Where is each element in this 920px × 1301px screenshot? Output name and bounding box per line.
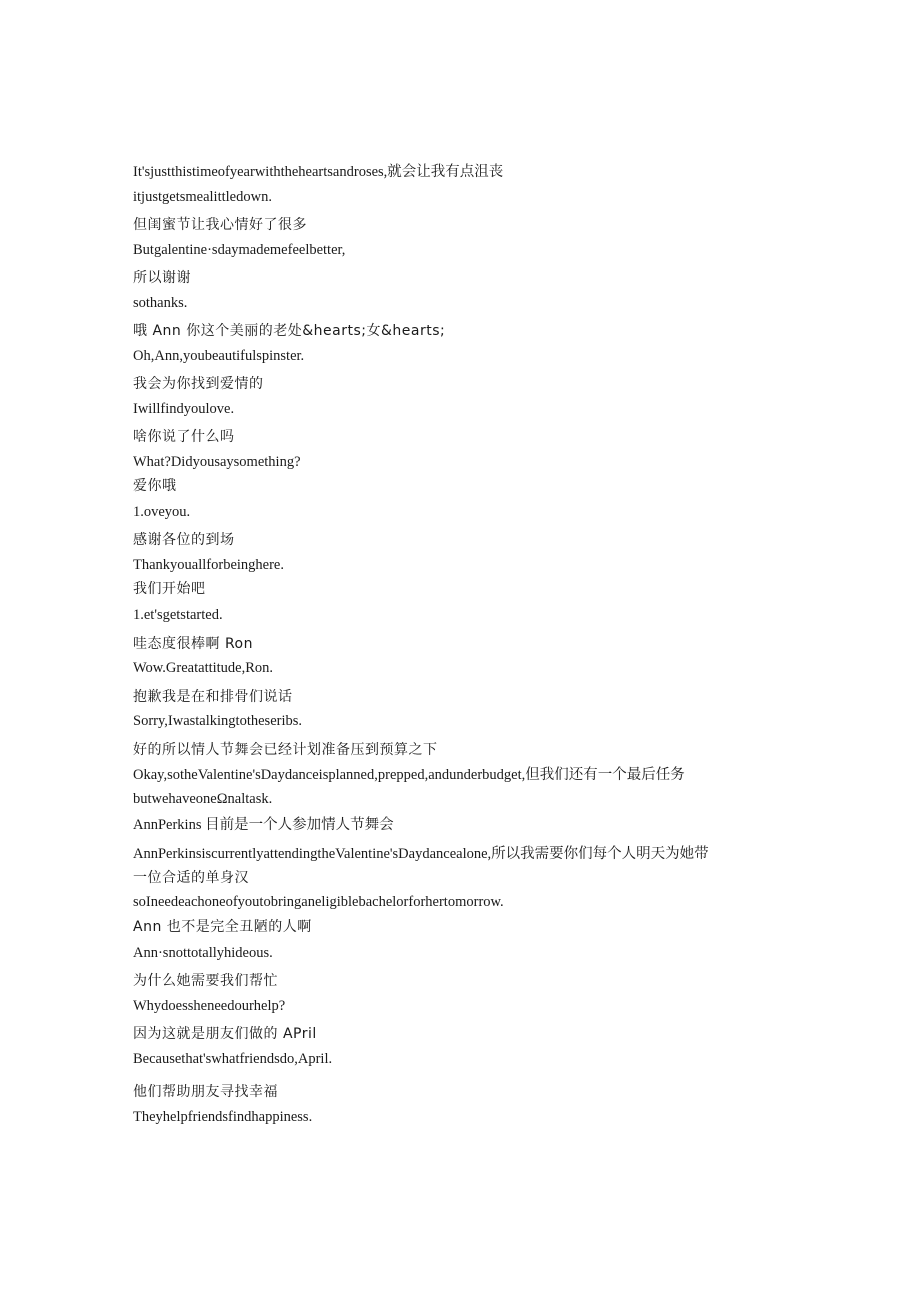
- subtitle-line: butwehaveoneΩnaltask.: [133, 791, 273, 807]
- subtitle-line: Thankyouallforbeinghere.: [133, 557, 284, 573]
- subtitle-line: It'sjustthistimeofyearwiththeheartsandroses,就会让我有点沮丧: [133, 164, 504, 180]
- subtitle-line: 他们帮助朋友寻找幸福: [133, 1084, 278, 1100]
- subtitle-line: 爱你哦: [133, 478, 177, 494]
- subtitle-line: Ann 也不是完全丑陋的人啊: [133, 919, 312, 935]
- subtitle-line: 我们开始吧: [133, 581, 206, 597]
- subtitle-line: 哇态度很棒啊 Ron: [133, 636, 253, 652]
- subtitle-line: 但闺蜜节让我心情好了很多: [133, 217, 307, 233]
- subtitle-line: AnnPerkinsiscurrentlyattendingtheValentine'sDaydancealone,所以我需要你们每个人明天为她带: [133, 846, 709, 862]
- subtitle-line: What?Didyousaysomething?: [133, 454, 301, 470]
- subtitle-line: 感谢各位的到场: [133, 532, 235, 548]
- subtitle-line: 抱歉我是在和排骨们说话: [133, 689, 293, 705]
- subtitle-line: 因为这就是朋友们做的 APril: [133, 1026, 317, 1042]
- subtitle-line: 为什么她需要我们帮忙: [133, 973, 278, 989]
- subtitle-line: Ann·snottotallyhideous.: [133, 945, 273, 961]
- subtitle-line: Becausethat'swhatfriendsdo,April.: [133, 1051, 333, 1067]
- subtitle-line: sothanks.: [133, 295, 188, 311]
- subtitle-line: 好的所以情人节舞会已经计划准备压到预算之下: [133, 742, 438, 758]
- subtitle-line: Iwillfindyoulove.: [133, 401, 235, 417]
- subtitle-line: Butgalentine·sdaymademefeelbetter,: [133, 242, 346, 258]
- subtitle-line: 我会为你找到爱情的: [133, 376, 264, 392]
- subtitle-line: Theyhelpfriendsfindhappiness.: [133, 1109, 313, 1125]
- subtitle-line: AnnPerkins 目前是一个人参加情人节舞会: [133, 817, 394, 833]
- subtitle-line: Whydoessheneedourhelp?: [133, 998, 286, 1014]
- subtitle-line: 所以谢谢: [133, 270, 191, 286]
- subtitle-line: itjustgetsmealittledown.: [133, 189, 272, 205]
- subtitle-line: 啥你说了什么吗: [133, 429, 235, 445]
- subtitle-line: Wow.Greatattitude,Ron.: [133, 660, 274, 676]
- subtitle-line: Sorry,Iwastalkingtotheseribs.: [133, 713, 303, 729]
- subtitle-line: 一位合适的单身汉: [133, 870, 249, 886]
- subtitle-line: 哦 Ann 你这个美丽的老处&hearts;女&hearts;: [133, 323, 446, 339]
- subtitle-line: 1.oveyou.: [133, 504, 191, 520]
- subtitle-line: Okay,sotheValentine'sDaydanceisplanned,prepped,andunderbudget,但我们还有一个最后任务: [133, 767, 685, 783]
- subtitle-line: soIneedeachoneofyoutobringaneligiblebachelorforhertomorrow.: [133, 894, 504, 910]
- subtitle-line: 1.et'sgetstarted.: [133, 607, 223, 623]
- subtitle-line: Oh,Ann,youbeautifulspinster.: [133, 348, 305, 364]
